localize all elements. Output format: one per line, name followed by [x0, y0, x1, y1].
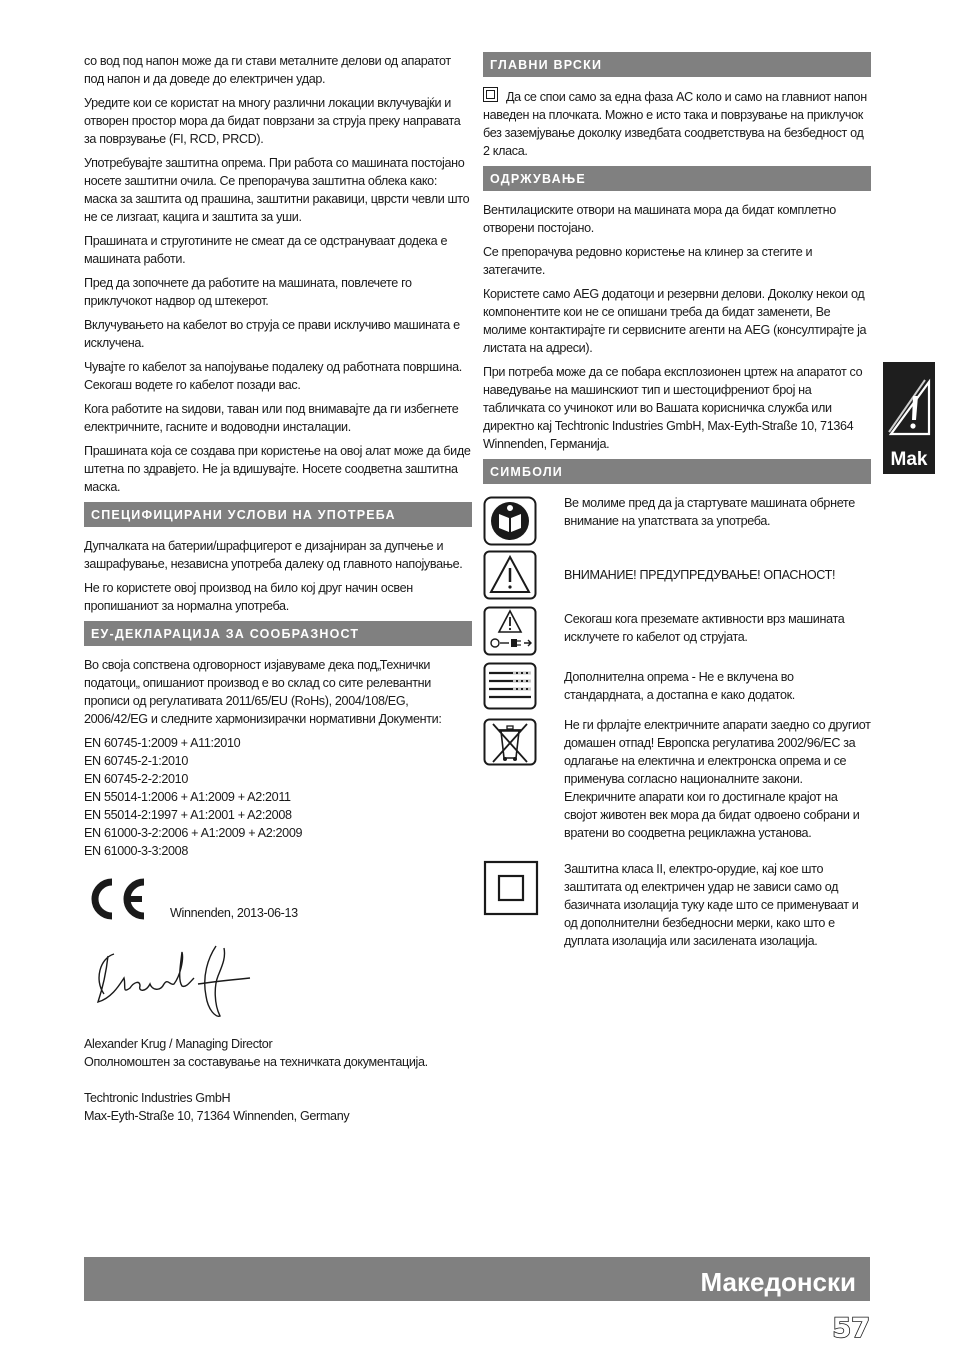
intended-use-paragraph: Не го користете овој производ на било кој друг начин освен пропишаниот за нормална употреба.	[84, 581, 413, 613]
standard-item: EN 60745-1:2009 + A11:2010	[84, 736, 241, 750]
safety-paragraph: Кога работите на ѕидови, таван или под внимавајте да ги избегнете електричните, гасните и водоводни инсталации.	[84, 402, 459, 434]
standard-item: EN 60745-2-1:2010	[84, 754, 188, 768]
symbol-text: Заштитна класа II, електро-орудие, кај кое што заштитата од електричен удар не зависи само од базичната изолација туку каде што се применуваат и од дополнителни безбедносни мерки, како што е дуплата изолација или засилената изолација.	[564, 862, 859, 948]
company-name: Techtronic Industries GmbH	[84, 1091, 231, 1105]
accessory-icon	[483, 662, 537, 710]
standard-item: EN 60745-2-2:2010	[84, 772, 188, 786]
mains-paragraph	[483, 87, 871, 160]
symbols-header: СИМБОЛИ	[483, 459, 871, 484]
page-number	[830, 1312, 872, 1342]
weee-bin-icon	[483, 718, 537, 766]
ce-mark-icon	[84, 876, 150, 922]
standards-list	[84, 734, 472, 860]
right-column	[483, 52, 871, 950]
safety-paragraph: Прашината која се создава при користење на овој алат може да биде штетна по здравјето. Не ја вдишувајте. Носете соодветна заштитна маска.	[84, 444, 471, 494]
signatory-name: Alexander Krug / Managing Director	[84, 1037, 273, 1051]
maintenance-paragraph: При потреба може да се побара експлозионен цртеж на апаратот со наведување на машинскиот тип и шестоцифрениот број на табличката со учинокот или во Вашата корисничка служба или директно кај Techtronic Industries GmbH, Max-Eyth-Straße 10, 71364 Winnenden, Германија.	[483, 365, 863, 451]
symbol-text: ВНИМАНИЕ! ПРЕДУПРЕДУВАЊЕ! ОПАСНОСТ!	[564, 568, 836, 582]
class-ii-small-icon	[483, 87, 498, 102]
symbol-text: Секогаш кога преземате активности врз машината исклучете го кабелот од струјата.	[564, 612, 845, 644]
intended-use-header: СПЕЦИФИЦИРАНИ УСЛОВИ НА УПОТРЕБА	[84, 502, 472, 527]
symbol-row	[483, 606, 871, 662]
side-tab-label: Mak	[890, 449, 928, 470]
class-ii-icon	[483, 860, 539, 916]
signature-image	[90, 940, 270, 1024]
symbol-text: Дополнителна опрема - Не е вклучена во стандардната, а достапна е како додаток.	[564, 670, 795, 702]
ce-row	[84, 876, 472, 932]
unplug-warning-icon	[483, 606, 537, 656]
intended-use-paragraph: Дупчалката на батерии/шрафцигерот е дизајниран за дупчење и зашрафување, независна употреба далеку од главното напојување.	[84, 539, 463, 571]
symbol-row	[483, 550, 871, 606]
language-footer-bar: Македонски	[84, 1257, 870, 1301]
safety-paragraph: Прашината и струготините не смеат да се одстрануваат додека е машината работи.	[84, 234, 448, 266]
read-manual-icon	[483, 496, 537, 546]
symbol-row	[483, 494, 871, 550]
safety-paragraph: Пред да зопочнете да работите на машината, повлечете го приклучокот надвор од штекерот.	[84, 276, 412, 308]
maintenance-paragraph: Користете само AEG додатоци и резервни делови. Доколку некои од компонентите кои не се опишани треба да бидат заменети, Ве молиме контактирајте ги сервисните агенти на AEG (консултирајте ја листата на адреси).	[483, 287, 867, 355]
safety-paragraph: Употребувајте заштитна опрема. При работа со машината постојано носете заштитни очила. Се препорачува заштитна облека како: маска за заштита од прашина, заштитни ракавици, цврсти чевли што не се лизгаат, кацига и заштита за уши.	[84, 156, 470, 224]
page-number-text: 57	[832, 1313, 870, 1342]
maintenance-header: ОДРЖУВАЊЕ	[483, 166, 871, 191]
standard-item: EN 55014-2:1997 + A1:2001 + A2:2008	[84, 808, 292, 822]
symbol-text: Не ги фрлајте електричните апарати заедно со другиот домашен отпад! Европска регулатива 2002/96/EC за одлагање на електична и електронска опрема и се применува согласно националните закони. Елекричните апарати кои го достигнале крајот на својот животен век мора да бидат одвоено собрани и вратени во соодветна рециклажна установа.	[564, 718, 871, 840]
symbol-row	[483, 860, 871, 950]
declaration-header: ЕУ-ДЕКЛАРАЦИЈА ЗА СООБРАЗНОСТ	[84, 621, 472, 646]
safety-paragraph: Вклучувањето на кабелот во струја се прави исклучиво машината е исклучена.	[84, 318, 460, 350]
company-address: Max-Eyth-Straße 10, 71364 Winnenden, Germany	[84, 1109, 350, 1123]
left-column	[84, 52, 472, 1125]
standard-item: EN 61000-3-3:2008	[84, 844, 188, 858]
symbol-row	[483, 716, 871, 860]
safety-paragraph: со вод под напон може да ги стави металните делови од апаратот под напон и да доведе до електричен удар.	[84, 54, 451, 86]
symbol-text: Ве молиме пред да ја стартувате машината обрнете внимание на упатствата за употреба.	[564, 496, 855, 528]
mains-text: Да се спои само за една фаза AC коло и само на главниот напон наведен на плочката. Можно е исто така и поврзување на приклучок без заземјување доколку изведбата соодветствува на безбедност од 2 класа.	[483, 90, 867, 158]
language-side-tab	[883, 362, 935, 474]
standard-item: EN 61000-3-2:2006 + A1:2009 + A2:2009	[84, 826, 303, 840]
authorization-text: Ополномоштен за составување на техничката документација.	[84, 1055, 428, 1069]
safety-paragraph: Чувајте го кабелот за напојување подалеку од работната површина. Секогаш водете го кабелот позади вас.	[84, 360, 462, 392]
place-date: Winnenden, 2013-06-13	[170, 906, 298, 920]
symbol-row	[483, 662, 871, 716]
mains-header: ГЛАВНИ ВРСКИ	[483, 52, 871, 77]
declaration-text: Во своја сопствена одговорност изјавуваме дека под„Технички податоци„ опишаниот производ е во склад со сите релевантни прописи од регулативата 2011/65/EU (RoHs), 2004/108/EG, 2006/42/EG и следните хармонизирачки нормативни Документи:	[84, 658, 442, 726]
warning-triangle-icon	[483, 550, 537, 600]
safety-paragraph: Уредите кои се користат на многу различни локации вклучувајќи и отворен простор мора да бидат поврзани за струја преку направата за поврзување (FI, RCD, PRCD).	[84, 96, 461, 146]
maintenance-paragraph: Вентилациските отвори на машината мора да бидат комплетно отворени постојано.	[483, 203, 836, 235]
standard-item: EN 55014-1:2006 + A1:2009 + A2:2011	[84, 790, 291, 804]
maintenance-paragraph: Се препорачува редовно користење на клинер за стегите и затегачите.	[483, 245, 813, 277]
warning-exclamation-icon	[883, 362, 935, 442]
